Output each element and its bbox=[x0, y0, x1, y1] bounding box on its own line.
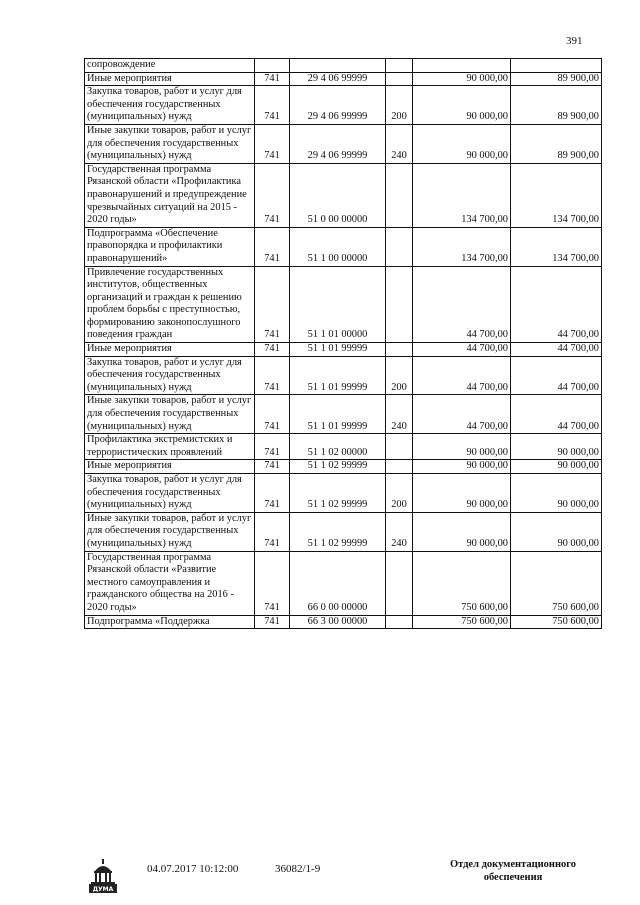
row-vr: 240 bbox=[386, 395, 413, 434]
row-sum-planned: 90 000,00 bbox=[413, 512, 511, 551]
table-row bbox=[85, 227, 602, 266]
row-code: 66 0 00 00000 bbox=[290, 551, 386, 615]
row-name: Закупка товаров, работ и услуг для обеспечения государственных (муниципальных) нужд bbox=[85, 474, 255, 513]
row-name: Иные мероприятия bbox=[85, 72, 255, 86]
row-vr: 240 bbox=[386, 124, 413, 163]
table-row bbox=[85, 551, 602, 615]
row-name: Государственная программа Рязанской области «Профилактика правонарушений и предупреждение чрезвычайных ситуаций на 2015 - 2020 годы» bbox=[85, 163, 255, 227]
row-sum-executed: 44 700,00 bbox=[511, 356, 602, 395]
duma-building-icon bbox=[88, 858, 118, 894]
row-dept: 741 bbox=[255, 434, 290, 460]
row-sum-executed: 90 000,00 bbox=[511, 474, 602, 513]
row-dept: 741 bbox=[255, 460, 290, 474]
row-sum-executed: 89 900,00 bbox=[511, 72, 602, 86]
row-sum-planned: 90 000,00 bbox=[413, 434, 511, 460]
row-name: Закупка товаров, работ и услуг для обеспечения государственных (муниципальных) нужд bbox=[85, 356, 255, 395]
row-sum-planned: 90 000,00 bbox=[413, 124, 511, 163]
row-name: Государственная программа Рязанской области «Развитие местного самоуправления и гражданского общества на 2016 - 2020 годы» bbox=[85, 551, 255, 615]
row-name: Закупка товаров, работ и услуг для обеспечения государственных (муниципальных) нужд bbox=[85, 86, 255, 125]
row-code: 29 4 06 99999 bbox=[290, 72, 386, 86]
row-vr bbox=[386, 266, 413, 343]
row-name: Профилактика экстремистских и террористических проявлений bbox=[85, 434, 255, 460]
row-vr bbox=[386, 227, 413, 266]
row-code: 51 1 01 99999 bbox=[290, 395, 386, 434]
row-sum-planned: 44 700,00 bbox=[413, 395, 511, 434]
row-sum-planned: 750 600,00 bbox=[413, 615, 511, 629]
row-sum-planned: 90 000,00 bbox=[413, 460, 511, 474]
table-row bbox=[85, 460, 602, 474]
row-code: 51 1 02 99999 bbox=[290, 512, 386, 551]
row-sum-executed: 44 700,00 bbox=[511, 343, 602, 357]
footer-doc-number: 36082/1-9 bbox=[275, 863, 321, 875]
row-name: Подпрограмма «Обеспечение правопорядка и профилактики правонарушений» bbox=[85, 227, 255, 266]
row-sum-planned: 44 700,00 bbox=[413, 343, 511, 357]
table-row bbox=[85, 434, 602, 460]
row-dept bbox=[255, 59, 290, 73]
row-sum-executed: 90 000,00 bbox=[511, 434, 602, 460]
row-sum-executed: 134 700,00 bbox=[511, 227, 602, 266]
row-code: 51 1 02 99999 bbox=[290, 474, 386, 513]
row-code: 51 1 00 00000 bbox=[290, 227, 386, 266]
row-dept: 741 bbox=[255, 72, 290, 86]
row-name: Иные закупки товаров, работ и услуг для обеспечения государственных (муниципальных) нужд bbox=[85, 124, 255, 163]
row-dept: 741 bbox=[255, 356, 290, 395]
row-name: Иные мероприятия bbox=[85, 460, 255, 474]
row-sum-executed: 750 600,00 bbox=[511, 551, 602, 615]
row-code: 29 4 06 99999 bbox=[290, 124, 386, 163]
row-vr bbox=[386, 163, 413, 227]
row-code: 51 1 01 00000 bbox=[290, 266, 386, 343]
row-vr bbox=[386, 434, 413, 460]
page-number: 391 bbox=[566, 35, 583, 47]
row-code: 51 1 02 00000 bbox=[290, 434, 386, 460]
page-footer bbox=[0, 856, 640, 896]
row-name: Подпрограмма «Поддержка bbox=[85, 615, 255, 629]
table-row bbox=[85, 59, 602, 73]
row-vr bbox=[386, 615, 413, 629]
row-sum-executed: 90 000,00 bbox=[511, 512, 602, 551]
row-sum-planned: 134 700,00 bbox=[413, 163, 511, 227]
row-code bbox=[290, 59, 386, 73]
row-vr bbox=[386, 343, 413, 357]
row-dept: 741 bbox=[255, 395, 290, 434]
row-sum-executed: 44 700,00 bbox=[511, 395, 602, 434]
row-sum-executed: 134 700,00 bbox=[511, 163, 602, 227]
row-dept: 741 bbox=[255, 227, 290, 266]
row-name: Привлечение государственных институтов, общественных организаций и граждан к решению проблем борьбы с преступностью, формированию законопослушного поведения граждан bbox=[85, 266, 255, 343]
row-dept: 741 bbox=[255, 343, 290, 357]
row-sum-planned: 90 000,00 bbox=[413, 474, 511, 513]
row-sum-executed: 89 900,00 bbox=[511, 86, 602, 125]
row-vr bbox=[386, 59, 413, 73]
row-vr bbox=[386, 72, 413, 86]
table-row bbox=[85, 86, 602, 125]
row-sum-planned bbox=[413, 59, 511, 73]
row-dept: 741 bbox=[255, 474, 290, 513]
row-sum-executed: 90 000,00 bbox=[511, 460, 602, 474]
row-name: сопровождение bbox=[85, 59, 255, 73]
footer-date: 04.07.2017 10:12:00 bbox=[147, 863, 239, 875]
row-vr bbox=[386, 460, 413, 474]
row-code: 29 4 06 99999 bbox=[290, 86, 386, 125]
row-sum-executed: 750 600,00 bbox=[511, 615, 602, 629]
row-name: Иные закупки товаров, работ и услуг для обеспечения государственных (муниципальных) нужд bbox=[85, 512, 255, 551]
row-sum-planned: 134 700,00 bbox=[413, 227, 511, 266]
table-row bbox=[85, 163, 602, 227]
table-row bbox=[85, 512, 602, 551]
row-vr: 200 bbox=[386, 474, 413, 513]
row-name: Иные мероприятия bbox=[85, 343, 255, 357]
row-sum-executed: 89 900,00 bbox=[511, 124, 602, 163]
row-dept: 741 bbox=[255, 86, 290, 125]
row-dept: 741 bbox=[255, 512, 290, 551]
footer-department: Отдел документационного обеспечения bbox=[449, 859, 577, 883]
svg-text:ДУМА: ДУМА bbox=[92, 886, 114, 893]
row-dept: 741 bbox=[255, 551, 290, 615]
row-sum-executed bbox=[511, 59, 602, 73]
row-code: 51 1 01 99999 bbox=[290, 356, 386, 395]
row-vr: 200 bbox=[386, 356, 413, 395]
row-sum-planned: 44 700,00 bbox=[413, 266, 511, 343]
table-row bbox=[85, 474, 602, 513]
row-code: 66 3 00 00000 bbox=[290, 615, 386, 629]
table-row bbox=[85, 72, 602, 86]
row-code: 51 1 01 99999 bbox=[290, 343, 386, 357]
row-dept: 741 bbox=[255, 124, 290, 163]
row-sum-planned: 44 700,00 bbox=[413, 356, 511, 395]
row-vr bbox=[386, 551, 413, 615]
row-code: 51 1 02 99999 bbox=[290, 460, 386, 474]
table-row bbox=[85, 356, 602, 395]
row-sum-executed: 44 700,00 bbox=[511, 266, 602, 343]
row-sum-planned: 750 600,00 bbox=[413, 551, 511, 615]
table-row bbox=[85, 266, 602, 343]
row-name: Иные закупки товаров, работ и услуг для обеспечения государственных (муниципальных) нужд bbox=[85, 395, 255, 434]
row-dept: 741 bbox=[255, 615, 290, 629]
row-code: 51 0 00 00000 bbox=[290, 163, 386, 227]
row-sum-planned: 90 000,00 bbox=[413, 86, 511, 125]
table-row bbox=[85, 343, 602, 357]
table-row bbox=[85, 615, 602, 629]
row-vr: 200 bbox=[386, 86, 413, 125]
row-vr: 240 bbox=[386, 512, 413, 551]
table-row bbox=[85, 395, 602, 434]
row-dept: 741 bbox=[255, 266, 290, 343]
row-dept: 741 bbox=[255, 163, 290, 227]
table-row bbox=[85, 124, 602, 163]
budget-table bbox=[84, 58, 602, 629]
row-sum-planned: 90 000,00 bbox=[413, 72, 511, 86]
